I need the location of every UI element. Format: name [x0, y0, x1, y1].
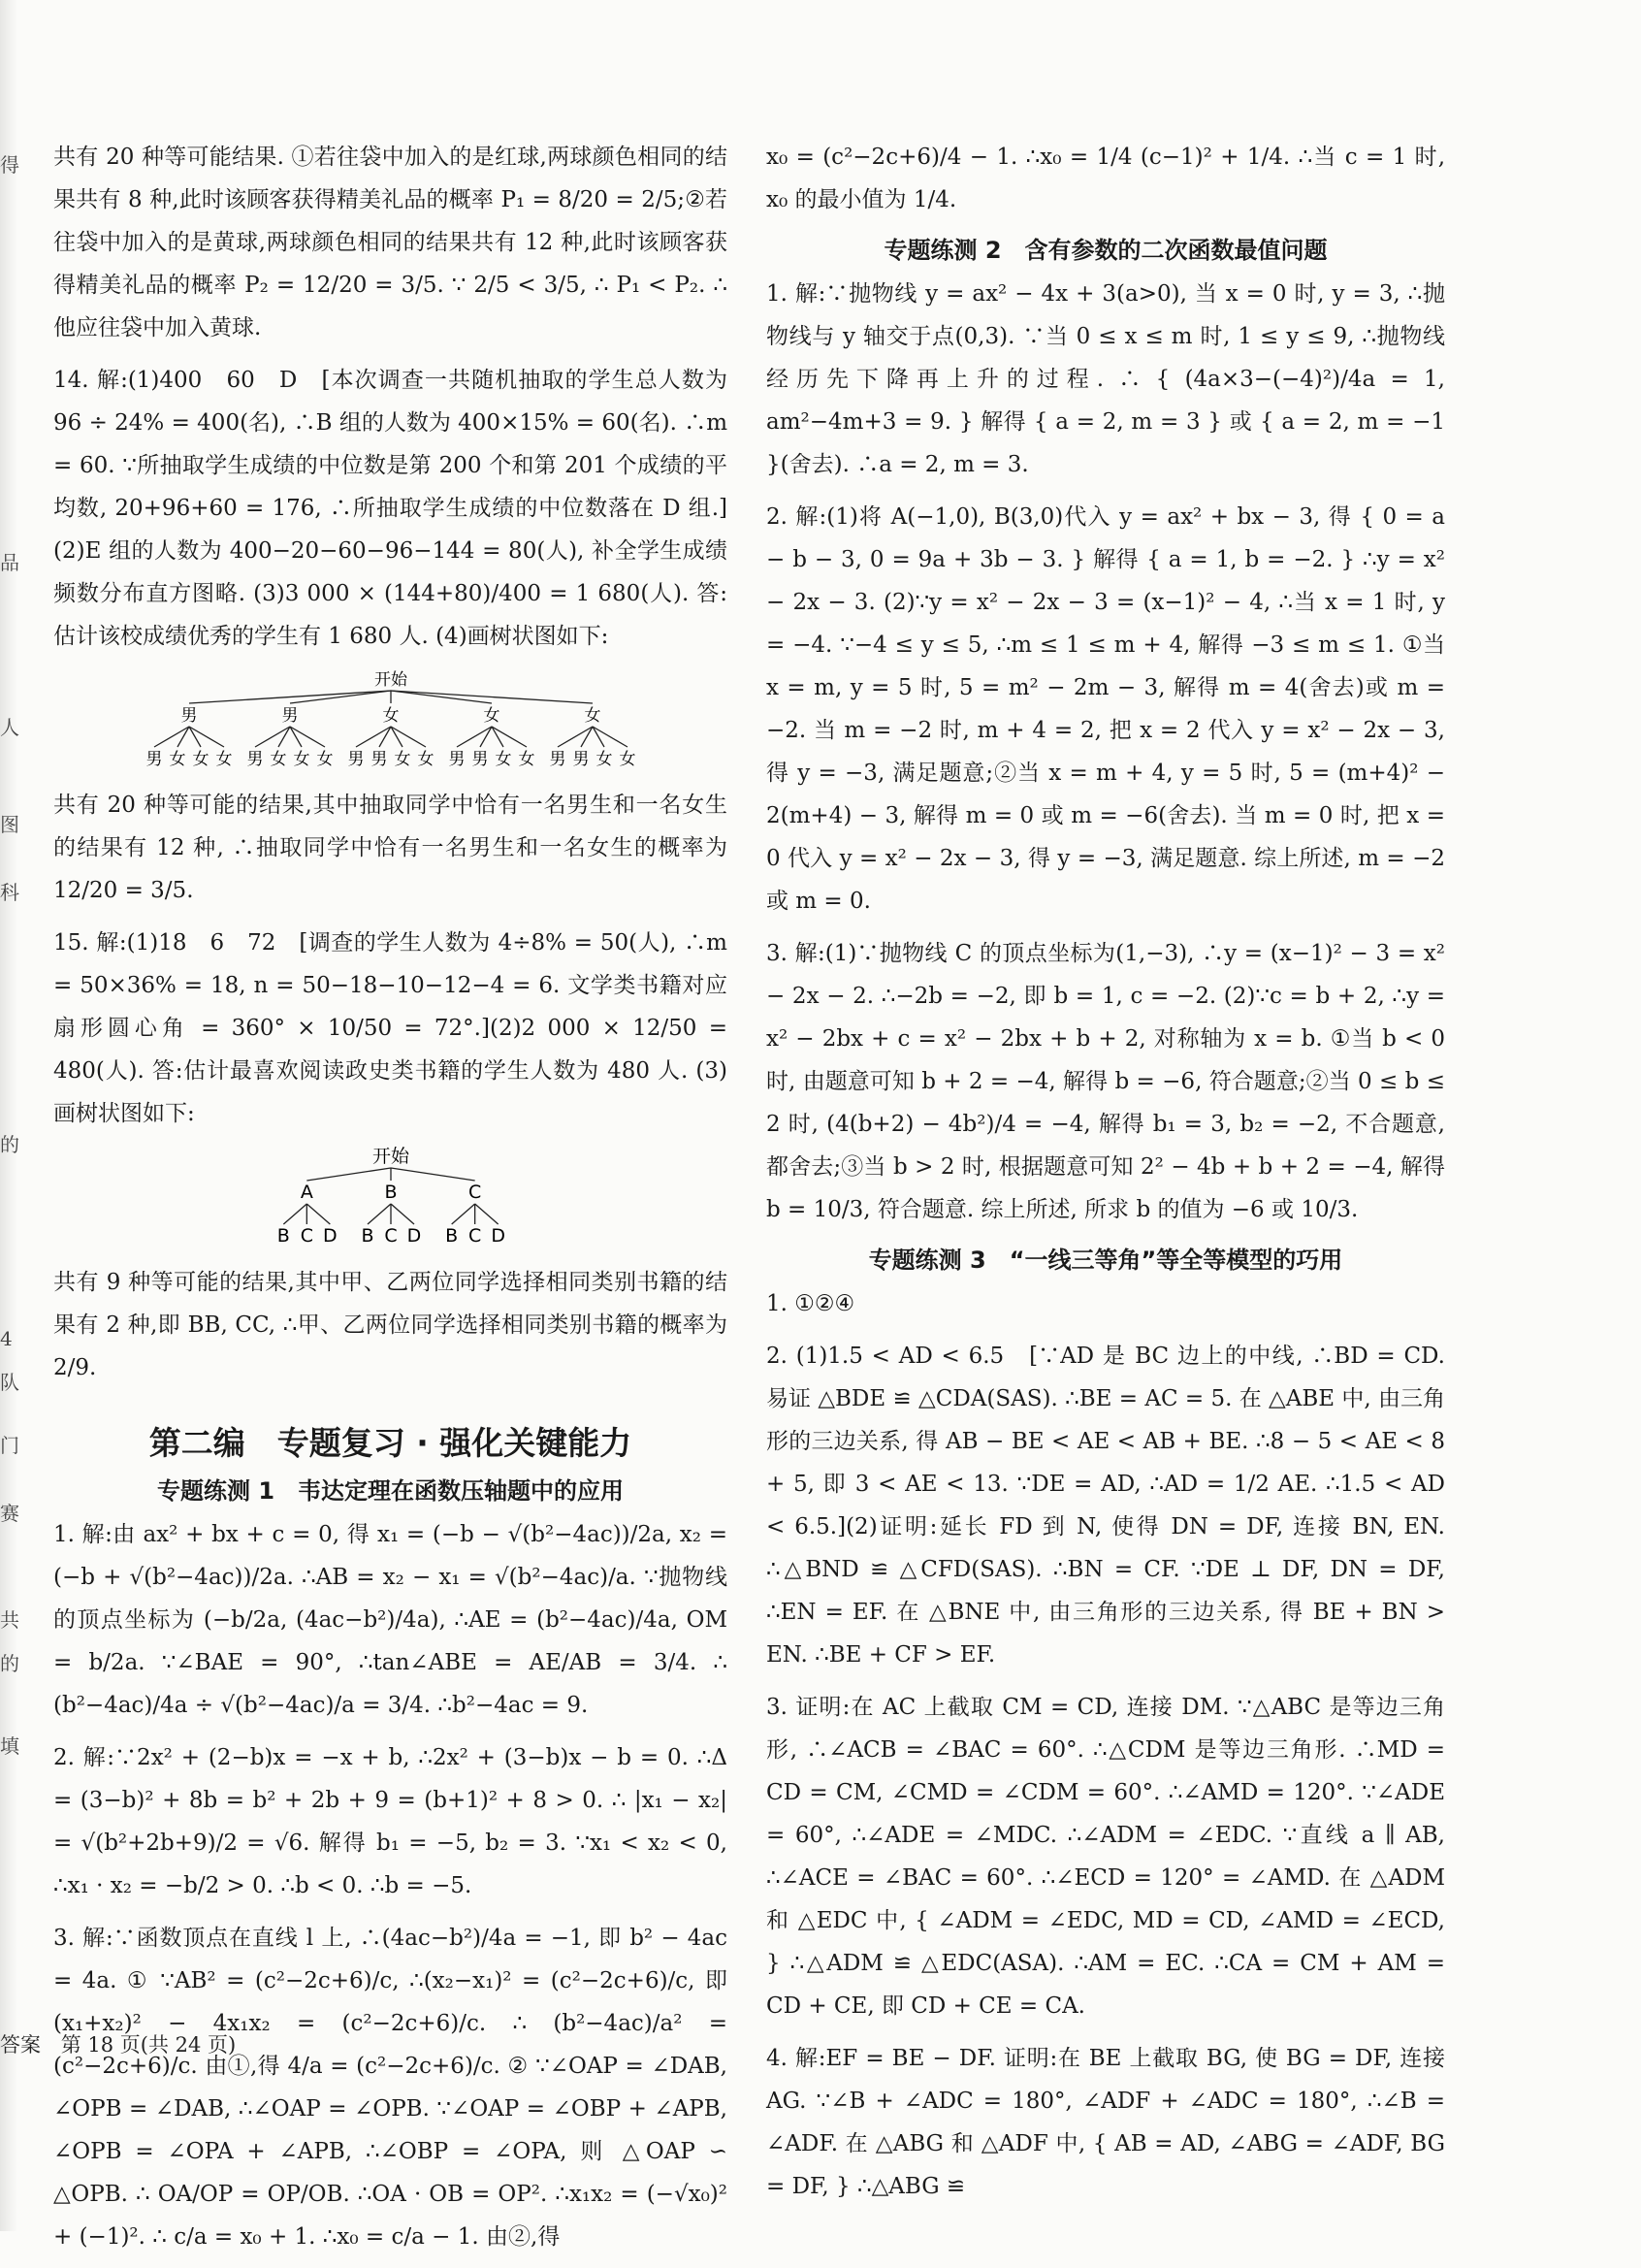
tree-leaf-label: 男 — [549, 750, 565, 769]
answer-paragraph: 3. 解:(1)∵抛物线 C 的顶点坐标为(1,−3), ∴y = (x−1)² − 3 = x² − 2x − 2. ∴−2b = −2, 即 b = 1, c = −2. (2)∵c = b + 2, ∴y = x² − 2bx + c = x² − 2bx + b + 2, 对称轴为 x = b. ①当 b < 0 时, 由题意可知 b + 2 = −4, 解得 b = −6, 符合题意;②当 0 ≤ b ≤ 2 时, (4(b+2) − 4b²)/4 = −4, 解得 b₁ = 3, b₂ = −2, 不合题意, 都舍去;③当 b > 2 时, 根据题意可知 2² − 4b + b + 2 = −4, 解得 b = 10/3, 符合题意. 综上所述, 所求 b 的值为 −6 或 10/3. — [766, 941, 1445, 1222]
tree-level1-label: A — [300, 1182, 313, 1203]
answer-paragraph: 4. 解:EF = BE − DF. 证明:在 BE 上截取 BG, 使 BG = DF, 连接 AG. ∵∠B + ∠ADC = 180°, ∠ADF + ∠ADC = 180°, ∴∠B = ∠ADF. 在 △ABG 和 △ADF 中, { AB = AD, ∠ABG = ∠ADF, BG = DF, } ∴△ABG ≌ — [766, 2046, 1445, 2199]
right-column — [766, 136, 1445, 2218]
tree-leaf-label: 女 — [316, 750, 333, 769]
edge-char: 填 — [0, 1734, 19, 1758]
page-gutter-shadow — [0, 0, 17, 2231]
tree-level1-label: B — [383, 1182, 398, 1203]
edge-char: 图 — [0, 813, 19, 836]
tree-branch — [368, 1204, 391, 1224]
tree-leaf-label: 女 — [394, 750, 410, 769]
edge-char: 共 — [0, 1608, 19, 1632]
tree-leaf-label: 男 — [145, 750, 162, 769]
tree-leaf-label: 女 — [169, 750, 185, 769]
tree-leaf-label: B — [276, 1225, 290, 1247]
edge-char: 得 — [0, 153, 19, 177]
page-number: 第 18 页(共 24 页) — [60, 2033, 237, 2057]
left-column — [53, 136, 727, 2268]
tree-leaf-label: 女 — [293, 750, 309, 769]
answer-paragraph: 14. 解:(1)400 60 D [本次调查一共随机抽取的学生总人数为 96 ÷ 24% = 400(名), ∴B 组的人数为 400×15% = 60(名). ∴m = 60. ∵所抽取学生成绩的中位数是第 200 个和第 201 个成绩的平均数, 20+96+60 = 176, ∴所抽取学生成绩的中位数落在 D 组.](2)E 组的人数为 400−20−60−96−144 = 80(人), 补全学生成绩频数分布直方图略. (3)3 000 × (144+80)/400 = 1 680(人). 答:估计该校成绩优秀的学生有 1 680 人. (4)画树状图如下: — [53, 368, 727, 649]
tree-diagram-books — [265, 1145, 517, 1251]
edge-char: 的 — [0, 1652, 19, 1675]
edge-char: 的 — [0, 1133, 19, 1156]
answer-paragraph: 2. (1)1.5 < AD < 6.5 [∵AD 是 BC 边上的中线, ∴BD = CD. 易证 △BDE ≌ △CDA(SAS). ∴BE = AC = 5. 在 △ABE 中, 由三角形的三边关系, 得 AB − BE < AE < AB + BE. ∴8 − 5 < AE < 8 + 5, 即 3 < AE < 13. ∵DE = AD, ∴AD = 1/2 AE. ∴1.5 < AD < 6.5.](2)证明:延长 FD 到 N, 使得 DN = DF, 连接 BN, EN. ∴△BND ≌ △CFD(SAS). ∴BN = CF. ∵DE ⊥ DF, DN = DF, ∴EN = EF. 在 △BNE 中, 由三角形的三边关系, 得 BE + BN > EN. ∴BE + CF > EF. — [766, 1344, 1445, 1668]
tree-diagram-gender — [139, 667, 643, 774]
tree-branch — [451, 1204, 474, 1224]
tree-branch — [283, 1204, 306, 1224]
answer-paragraph: 15. 解:(1)18 6 72 [调查的学生人数为 4÷8% = 50(人), ∴m = 50×36% = 18, n = 50−18−10−12−4 = 6. 文学类书籍对应扇形圆心角 = 360° × 10/50 = 72°.](2)2 000 × 12/50 = 480(人). 答:估计最喜欢阅读政史类书籍的学生人数为 480 人. (3)画树状图如下: — [53, 930, 727, 1126]
section-title: 专题练测 2 含有参数的二次函数最值问题 — [884, 237, 1328, 264]
tree-root-label: 开始 — [371, 1146, 409, 1167]
tree-leaf-label: D — [490, 1225, 505, 1247]
tree-level1-label: 男 — [180, 706, 197, 726]
tree-leaf-label: C — [300, 1225, 313, 1247]
edge-char: 门 — [0, 1434, 19, 1457]
section-title: 专题练测 1 韦达定理在函数压轴题中的应用 — [156, 1477, 625, 1505]
tree-leaf-label: 女 — [417, 750, 434, 769]
answer-paragraph: 共有 20 种等可能的结果,其中抽取同学中恰有一名男生和一名女生的结果有 12 种, ∴抽取同学中恰有一名男生和一名女生的概率为 12/20 = 3/5. — [53, 793, 727, 903]
tree-level1-label: C — [467, 1182, 481, 1203]
tree-leaf-label: 男 — [448, 750, 465, 769]
answer-paragraph: 3. 证明:在 AC 上截取 CM = CD, 连接 DM. ∵△ABC 是等边三角形, ∴∠ACB = ∠BAC = 60°. ∴△CDM 是等边三角形. ∴MD = CD = CM, ∠CMD = ∠CDM = 60°. ∴∠AMD = 120°. ∵∠ADE = 60°, ∴∠ADE = ∠MDC. ∴∠ADM = ∠EDC. ∵直线 a ∥ AB, ∴∠ACE = ∠BAC = 60°. ∴∠ECD = 120° = ∠AMD. 在 △ADM 和 △EDC 中, { ∠ADM = ∠EDC, MD = CD, ∠AMD = ∠ECD, } ∴△ADM ≌ △EDC(ASA). ∴AM = EC. ∴CA = CM + AM = CD + CE, 即 CD + CE = CA. — [766, 1695, 1445, 2019]
tree-leaf-label: 女 — [270, 750, 286, 769]
tree-leaf-label: 女 — [619, 750, 635, 769]
tree-leaf-label: 男 — [471, 750, 488, 769]
tree-branch — [306, 1168, 391, 1181]
edge-char: 4 — [0, 1327, 13, 1350]
tree-leaf-label: D — [406, 1225, 421, 1247]
part-title: 第二编 专题复习 · 强化关键能力 — [148, 1424, 632, 1462]
tree-level1-label: 女 — [382, 706, 399, 726]
tree-leaf-label: 男 — [246, 750, 263, 769]
tree-root-label: 开始 — [373, 670, 407, 690]
tree-leaf-label: B — [444, 1225, 458, 1247]
answer-paragraph: 1. 解:由 ax² + bx + c = 0, 得 x₁ = (−b − √(b²−4ac))/2a, x₂ = (−b + √(b²−4ac))/2a. ∴AB = x₂ − x₁ = √(b²−4ac)/a. ∵抛物线的顶点坐标为 (−b/2a, (4ac−b²)/4a), ∴AE = (b²−4ac)/4a, OM = b/2a. ∵∠BAE = 90°, ∴tan∠ABE = AE/AB = 3/4. ∴ (b²−4ac)/4a ÷ √(b²−4ac)/a = 3/4. ∴b²−4ac = 9. — [53, 1522, 727, 1718]
tree-branch — [306, 1204, 330, 1224]
answer-paragraph: 2. 解:(1)将 A(−1,0), B(3,0)代入 y = ax² + bx − 3, 得 { 0 = a − b − 3, 0 = 9a + 3b − 3. } 解得 { a = 1, b = −2. } ∴y = x² − 2x − 3. (2)∵y = x² − 2x − 3 = (x−1)² − 4, ∴当 x = 1 时, y = −4. ∵−4 ≤ y ≤ 5, ∴m ≤ 1 ≤ m + 4, 解得 −3 ≤ m ≤ 1. ①当 x = m, y = 5 时, 5 = m² − 2m − 3, 解得 m = 4(舍去)或 m = −2. 当 m = −2 时, m + 4 = 2, 把 x = 2 代入 y = x² − 2x − 3, 得 y = −3, 满足题意;②当 x = m + 4, y = 5 时, 5 = (m+4)² − 2(m+4) − 3, 解得 m = 0 或 m = −6(舍去). 当 m = 0 时, 把 x = 0 代入 y = x² − 2x − 3, 得 y = −3, 满足题意. 综上所述, m = −2 或 m = 0. — [766, 504, 1445, 914]
tree-branch — [290, 691, 391, 703]
tree-level1-label: 女 — [584, 706, 600, 726]
answer-paragraph: 2. 解:∵2x² + (2−b)x = −x + b, ∴2x² + (3−b)x − b = 0. ∴Δ = (3−b)² + 8b = b² + 2b + 9 = (b+1)² + 8 > 0. ∴ |x₁ − x₂| = √(b²+2b+9)/2 = √6. 解得 b₁ = −5, b₂ = 3. ∵x₁ < x₂ < 0, ∴x₁ · x₂ = −b/2 > 0. ∴b < 0. ∴b = −5. — [53, 1745, 727, 1898]
edge-char: 品 — [0, 551, 19, 574]
tree-leaf-label: 女 — [518, 750, 534, 769]
edge-char: 科 — [0, 881, 19, 904]
tree-leaf-label: 男 — [370, 750, 387, 769]
tree-leaf-label: D — [322, 1225, 338, 1247]
edge-char: 队 — [0, 1371, 19, 1394]
tree-branch — [189, 691, 391, 703]
answer-paragraph: 共有 20 种等可能结果. ①若往袋中加入的是红球,两球颜色相同的结果共有 8 种,此时该顾客获得精美礼品的概率 P₁ = 8/20 = 2/5;②若往袋中加入的是黄球,两球颜色相同的结果共有 12 种,此时该顾客获得精美礼品的概率 P₂ = 12/20 = 3/5. ∵ 2/5 < 3/5, ∴ P₁ < P₂. ∴他应往袋中加入黄球. — [53, 145, 727, 340]
tree-leaf-label: 女 — [495, 750, 511, 769]
tree-branch — [391, 691, 492, 703]
tree-branch — [391, 1168, 475, 1181]
tree-level1-label: 女 — [483, 706, 499, 726]
answer-paragraph: 1. ①②④ — [766, 1291, 855, 1316]
section-title: 专题练测 3 “一线三等角”等全等模型的巧用 — [868, 1247, 1343, 1274]
footer-answer-label: 答案 — [0, 2033, 41, 2057]
answer-paragraph: 3. 解:∵函数顶点在直线 l 上, ∴(4ac−b²)/4a = −1, 即 b² − 4ac = 4a. ① ∵AB² = (c²−2c+6)/c, ∴(x₂−x₁)² = (c²−2c+6)/c, 即(x₁+x₂)² − 4x₁x₂ = (c²−2c+6)/c. ∴ (b²−4ac)/a² = (c²−2c+6)/c. 由①,得 4/a = (c²−2c+6)/c. ② ∵∠OAP = ∠DAB, ∠OPB = ∠DAB, ∴∠OAP = ∠OPB. ∵∠OAP = ∠OBP + ∠APB, ∠OPB = ∠OPA + ∠APB, ∴∠OBP = ∠OPA, 则 △OAP ∽ △OPB. ∴ OA/OP = OP/OB. ∴OA · OB = OP². ∴x₁x₂ = (−√x₀)² + (−1)². ∴ c/a = x₀ + 1. ∴x₀ = c/a − 1. 由②,得 — [53, 1926, 727, 2250]
tree-leaf-label: B — [360, 1225, 374, 1247]
tree-branch — [391, 691, 593, 703]
tree-leaf-label: 女 — [192, 750, 209, 769]
answer-paragraph: x₀ = (c²−2c+6)/4 − 1. ∴x₀ = 1/4 (c−1)² + 1/4. ∴当 c = 1 时, x₀ 的最小值为 1/4. — [766, 145, 1445, 212]
page-footer — [0, 2029, 249, 2058]
tree-leaf-label: 男 — [572, 750, 589, 769]
tree-leaf-label: 女 — [595, 750, 612, 769]
tree-leaf-label: 男 — [347, 750, 364, 769]
tree-leaf-label: 女 — [215, 750, 232, 769]
tree-level1-label: 男 — [281, 706, 298, 726]
edge-char: 人 — [0, 716, 19, 739]
answer-paragraph: 1. 解:∵抛物线 y = ax² − 4x + 3(a>0), 当 x = 0 时, y = 3, ∴抛物线与 y 轴交于点(0,3). ∵当 0 ≤ x ≤ m 时, 1 ≤ y ≤ 9, ∴抛物线经历先下降再上升的过程. ∴ { (4a×3−(−4)²)/4a = 1, am²−4m+3 = 9. } 解得 { a = 2, m = 3 } 或 { a = 2, m = −1 }(舍去). ∴a = 2, m = 3. — [766, 281, 1445, 477]
answer-paragraph: 共有 9 种等可能的结果,其中甲、乙两位同学选择相同类别书籍的结果有 2 种,即 BB, CC, ∴甲、乙两位同学选择相同类别书籍的概率为 2/9. — [53, 1270, 727, 1380]
edge-char: 赛 — [0, 1502, 19, 1525]
tree-leaf-label: C — [383, 1225, 398, 1247]
tree-branch — [391, 1204, 414, 1224]
tree-leaf-label: C — [467, 1225, 481, 1247]
tree-branch — [474, 1204, 498, 1224]
